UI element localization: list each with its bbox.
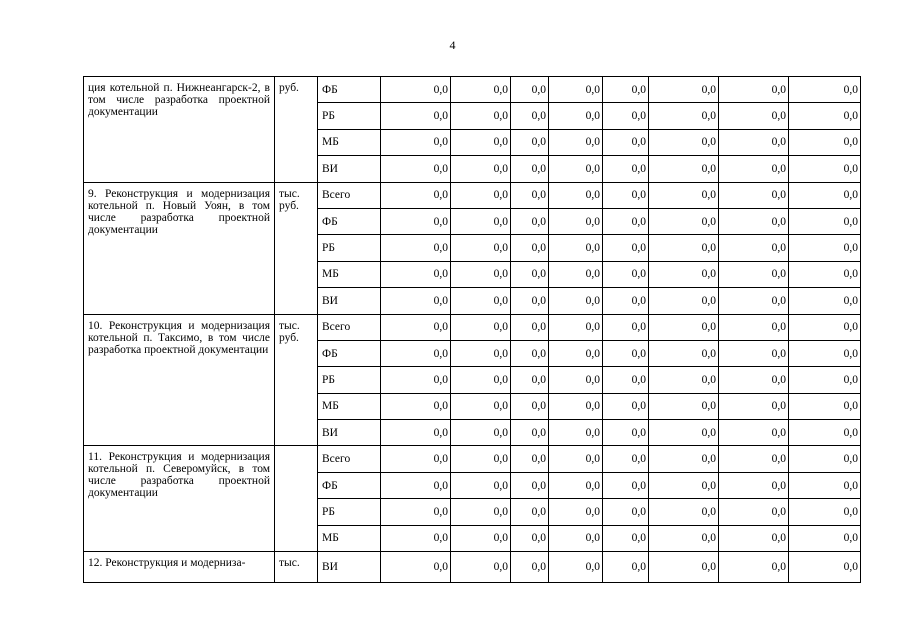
value-cell: 0,0 (381, 552, 451, 583)
value-cell: 0,0 (603, 552, 649, 583)
funding-source-cell: Всего (318, 314, 381, 340)
value-cell: 0,0 (511, 129, 549, 155)
value-cell: 0,0 (381, 261, 451, 287)
value-cell: 0,0 (511, 525, 549, 551)
value-cell: 0,0 (603, 499, 649, 525)
funding-source-cell: ВИ (318, 420, 381, 446)
value-cell: 0,0 (549, 288, 603, 314)
value-cell: 0,0 (789, 472, 861, 498)
value-cell: 0,0 (719, 156, 789, 182)
funding-source-cell: МБ (318, 393, 381, 419)
value-cell: 0,0 (451, 367, 511, 393)
value-cell: 0,0 (719, 393, 789, 419)
value-cell: 0,0 (789, 288, 861, 314)
value-cell: 0,0 (381, 156, 451, 182)
value-cell: 0,0 (789, 552, 861, 583)
value-cell: 0,0 (603, 77, 649, 103)
value-cell: 0,0 (549, 552, 603, 583)
value-cell: 0,0 (789, 340, 861, 366)
value-cell: 0,0 (789, 77, 861, 103)
value-cell: 0,0 (789, 129, 861, 155)
unit-cell: тыс. руб. (275, 182, 318, 314)
value-cell: 0,0 (451, 525, 511, 551)
table-row (84, 446, 861, 472)
funding-source-cell: ФБ (318, 77, 381, 103)
value-cell: 0,0 (603, 340, 649, 366)
value-cell: 0,0 (451, 340, 511, 366)
value-cell: 0,0 (649, 103, 719, 129)
value-cell: 0,0 (451, 182, 511, 208)
table-row (84, 182, 861, 208)
value-cell: 0,0 (549, 472, 603, 498)
value-cell: 0,0 (381, 288, 451, 314)
value-cell: 0,0 (603, 103, 649, 129)
value-cell: 0,0 (789, 103, 861, 129)
value-cell: 0,0 (549, 156, 603, 182)
value-cell: 0,0 (649, 182, 719, 208)
funding-source-cell: МБ (318, 261, 381, 287)
value-cell: 0,0 (549, 182, 603, 208)
funding-source-cell: МБ (318, 129, 381, 155)
value-cell: 0,0 (649, 314, 719, 340)
value-cell: 0,0 (789, 420, 861, 446)
value-cell: 0,0 (549, 208, 603, 234)
value-cell: 0,0 (511, 77, 549, 103)
value-cell: 0,0 (511, 261, 549, 287)
value-cell: 0,0 (603, 288, 649, 314)
funding-source-cell: ВИ (318, 552, 381, 583)
value-cell: 0,0 (381, 182, 451, 208)
value-cell: 0,0 (549, 235, 603, 261)
value-cell: 0,0 (719, 499, 789, 525)
value-cell: 0,0 (719, 552, 789, 583)
value-cell: 0,0 (649, 446, 719, 472)
value-cell: 0,0 (451, 208, 511, 234)
value-cell: 0,0 (549, 499, 603, 525)
value-cell: 0,0 (603, 261, 649, 287)
value-cell: 0,0 (451, 446, 511, 472)
table-body (84, 77, 861, 583)
value-cell: 0,0 (549, 261, 603, 287)
value-cell: 0,0 (511, 182, 549, 208)
value-cell: 0,0 (603, 235, 649, 261)
value-cell: 0,0 (511, 103, 549, 129)
value-cell: 0,0 (381, 420, 451, 446)
value-cell: 0,0 (381, 129, 451, 155)
value-cell: 0,0 (603, 367, 649, 393)
value-cell: 0,0 (549, 314, 603, 340)
value-cell: 0,0 (549, 77, 603, 103)
funding-source-cell: РБ (318, 499, 381, 525)
value-cell: 0,0 (649, 77, 719, 103)
value-cell: 0,0 (381, 340, 451, 366)
value-cell: 0,0 (381, 208, 451, 234)
funding-source-cell: Всего (318, 446, 381, 472)
table-row (84, 314, 861, 340)
value-cell: 0,0 (789, 182, 861, 208)
value-cell: 0,0 (719, 472, 789, 498)
value-cell: 0,0 (451, 129, 511, 155)
value-cell: 0,0 (649, 261, 719, 287)
value-cell: 0,0 (549, 340, 603, 366)
value-cell: 0,0 (719, 367, 789, 393)
unit-cell: тыс. руб. (275, 314, 318, 446)
value-cell: 0,0 (649, 367, 719, 393)
value-cell: 0,0 (451, 420, 511, 446)
budget-table (83, 76, 861, 583)
value-cell: 0,0 (511, 314, 549, 340)
value-cell: 0,0 (511, 235, 549, 261)
value-cell: 0,0 (649, 235, 719, 261)
unit-cell: руб. (275, 77, 318, 183)
value-cell: 0,0 (511, 367, 549, 393)
value-cell: 0,0 (719, 208, 789, 234)
value-cell: 0,0 (549, 367, 603, 393)
value-cell: 0,0 (381, 314, 451, 340)
funding-source-cell: ВИ (318, 156, 381, 182)
value-cell: 0,0 (789, 393, 861, 419)
value-cell: 0,0 (381, 393, 451, 419)
value-cell: 0,0 (381, 235, 451, 261)
value-cell: 0,0 (549, 103, 603, 129)
value-cell: 0,0 (649, 340, 719, 366)
value-cell: 0,0 (603, 420, 649, 446)
value-cell: 0,0 (649, 420, 719, 446)
value-cell: 0,0 (511, 288, 549, 314)
value-cell: 0,0 (381, 472, 451, 498)
value-cell: 0,0 (511, 420, 549, 446)
value-cell: 0,0 (511, 446, 549, 472)
value-cell: 0,0 (719, 420, 789, 446)
item-description: ция котельной п. Нижнеангарск-2, в том числе разработка проектной документации (84, 77, 275, 183)
value-cell: 0,0 (649, 499, 719, 525)
value-cell: 0,0 (603, 525, 649, 551)
value-cell: 0,0 (451, 314, 511, 340)
value-cell: 0,0 (789, 235, 861, 261)
value-cell: 0,0 (511, 393, 549, 419)
page-number: 4 (449, 38, 456, 52)
value-cell: 0,0 (719, 525, 789, 551)
value-cell: 0,0 (451, 393, 511, 419)
value-cell: 0,0 (649, 472, 719, 498)
value-cell: 0,0 (381, 77, 451, 103)
funding-source-cell: РБ (318, 103, 381, 129)
value-cell: 0,0 (603, 208, 649, 234)
value-cell: 0,0 (511, 208, 549, 234)
value-cell: 0,0 (381, 103, 451, 129)
value-cell: 0,0 (549, 525, 603, 551)
value-cell: 0,0 (789, 367, 861, 393)
value-cell: 0,0 (649, 393, 719, 419)
value-cell: 0,0 (511, 552, 549, 583)
funding-source-cell: МБ (318, 525, 381, 551)
funding-source-cell: ФБ (318, 208, 381, 234)
value-cell: 0,0 (789, 314, 861, 340)
value-cell: 0,0 (719, 77, 789, 103)
value-cell: 0,0 (719, 261, 789, 287)
item-description: 10. Реконструкция и модернизация котельной п. Таксимо, в том числе разработка проектной документации (84, 314, 275, 446)
value-cell: 0,0 (511, 472, 549, 498)
value-cell: 0,0 (549, 420, 603, 446)
value-cell: 0,0 (451, 288, 511, 314)
value-cell: 0,0 (511, 156, 549, 182)
funding-source-cell: ФБ (318, 340, 381, 366)
value-cell: 0,0 (649, 156, 719, 182)
value-cell: 0,0 (649, 208, 719, 234)
value-cell: 0,0 (451, 156, 511, 182)
funding-source-cell: РБ (318, 367, 381, 393)
value-cell: 0,0 (549, 129, 603, 155)
value-cell: 0,0 (649, 552, 719, 583)
value-cell: 0,0 (719, 182, 789, 208)
value-cell: 0,0 (789, 525, 861, 551)
unit-cell: тыс. (275, 552, 318, 583)
funding-source-cell: ВИ (318, 288, 381, 314)
funding-source-cell: РБ (318, 235, 381, 261)
value-cell: 0,0 (381, 367, 451, 393)
value-cell: 0,0 (603, 314, 649, 340)
funding-source-cell: ФБ (318, 472, 381, 498)
value-cell: 0,0 (511, 340, 549, 366)
value-cell: 0,0 (719, 129, 789, 155)
value-cell: 0,0 (451, 261, 511, 287)
value-cell: 0,0 (381, 446, 451, 472)
value-cell: 0,0 (789, 208, 861, 234)
value-cell: 0,0 (451, 235, 511, 261)
value-cell: 0,0 (603, 156, 649, 182)
value-cell: 0,0 (649, 129, 719, 155)
value-cell: 0,0 (789, 499, 861, 525)
value-cell: 0,0 (719, 288, 789, 314)
value-cell: 0,0 (649, 525, 719, 551)
value-cell: 0,0 (381, 525, 451, 551)
value-cell: 0,0 (719, 340, 789, 366)
value-cell: 0,0 (789, 261, 861, 287)
value-cell: 0,0 (603, 446, 649, 472)
value-cell: 0,0 (789, 156, 861, 182)
value-cell: 0,0 (603, 182, 649, 208)
item-description: 11. Реконструкция и модернизация котельной п. Северомуйск, в том числе разработка проектной документации (84, 446, 275, 552)
item-description: 9. Реконструкция и модернизация котельной п. Новый Уоян, в том числе разработка проектной документации (84, 182, 275, 314)
value-cell: 0,0 (511, 499, 549, 525)
value-cell: 0,0 (789, 446, 861, 472)
value-cell: 0,0 (719, 235, 789, 261)
value-cell: 0,0 (451, 552, 511, 583)
unit-cell (275, 446, 318, 552)
value-cell: 0,0 (719, 314, 789, 340)
value-cell: 0,0 (603, 472, 649, 498)
value-cell: 0,0 (719, 446, 789, 472)
value-cell: 0,0 (649, 288, 719, 314)
value-cell: 0,0 (451, 472, 511, 498)
table-row (84, 77, 861, 103)
value-cell: 0,0 (451, 499, 511, 525)
item-description: 12. Реконструкция и модерниза- (84, 552, 275, 583)
value-cell: 0,0 (603, 393, 649, 419)
value-cell: 0,0 (603, 129, 649, 155)
value-cell: 0,0 (381, 499, 451, 525)
value-cell: 0,0 (451, 77, 511, 103)
value-cell: 0,0 (719, 103, 789, 129)
funding-source-cell: Всего (318, 182, 381, 208)
table-row (84, 552, 861, 583)
value-cell: 0,0 (549, 393, 603, 419)
value-cell: 0,0 (451, 103, 511, 129)
value-cell: 0,0 (549, 446, 603, 472)
